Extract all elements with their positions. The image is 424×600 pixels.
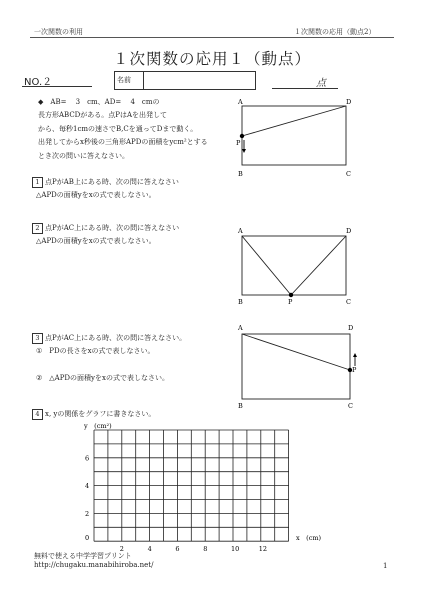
score-label: 点 [316,78,326,89]
y-tick-label: 6 [85,454,90,463]
header-right: １次関数の応用（動点2） [294,28,376,36]
grid-lines [94,430,289,541]
point-p [289,293,293,297]
label-p: P [352,366,357,374]
x-tick-label: 12 [258,545,268,554]
arrow-head-icon [242,149,246,153]
name-label: 名前 [117,76,131,84]
label-b: B [238,170,243,178]
rectangle [242,106,346,165]
q3-sub2: ② △APDの面積yをxの式で表しなさい。 [36,373,169,382]
x-tick-label: 10 [231,545,240,554]
q3-sub1: ① PDの長さをxの式で表しなさい。 [36,347,155,356]
intro-line: 長方形ABCDがある。点PはAを出発して [38,111,168,120]
x-tick-label: 6 [175,545,180,554]
figure-1 [236,96,356,178]
label-a: A [238,227,243,235]
rectangle [242,334,350,399]
score-field[interactable] [272,88,338,89]
label-c: C [346,298,351,306]
label-c: C [348,402,353,410]
intro-line: 出発してからx秒後の三角形APDの面積をycm²とする [38,138,208,147]
x-tick-label: 2 [119,545,124,554]
q2-text: 点PがAC上にある時、次の問に答えなさい [45,224,180,232]
q3-number: 3 [32,333,43,344]
label-a: A [238,98,243,106]
origin-label: 0 [85,534,90,542]
worksheet-number: NO.２ [24,77,53,88]
intro-text [38,96,238,163]
page-number: 1 [383,562,388,570]
header-left: 一次関数の利用 [34,28,83,36]
x-axis-label: x (cm) [296,534,322,542]
name-field[interactable] [114,71,256,90]
number-underline [22,86,92,87]
label-c: C [346,170,351,178]
figure-2 [236,226,356,306]
footer [34,552,153,570]
footer-site-name: 無料で使える中学学習プリント [34,552,132,560]
intro-line: から、毎秒1cmの速さでB,Cを通ってDまで動く。 [38,124,198,133]
label-d: D [348,324,354,332]
q1-number: 1 [32,177,43,188]
point-p [240,134,244,138]
segment-ap [242,236,291,295]
segment-pd [291,236,346,295]
y-tick-label: 2 [85,509,90,518]
q2-subtext: △APDの面積yをxの式で表しなさい。 [36,237,156,246]
label-d: D [346,227,352,235]
page-title: １次関数の応用１（動点） [112,50,311,68]
intro-line: とき次の問いに答えなさい。 [38,151,129,160]
label-p: P [236,139,241,147]
question-1 [32,176,179,203]
q3-text: 点PがAC上にある時、次の問に答えなさい。 [45,334,187,342]
intro-line: ◆ AB= 3 cm、AD= 4 cmの [38,98,160,106]
segment-pd [242,106,346,136]
label-p: P [288,298,293,306]
label-b: B [238,402,243,410]
question-3 [32,332,186,385]
label-a: A [238,324,243,332]
rectangle [242,236,346,295]
label-d: D [346,98,352,106]
question-2 [32,222,179,249]
graph-grid[interactable] [80,420,390,554]
q2-number: 2 [32,223,43,234]
y-tick-label: 4 [85,482,90,491]
label-b: B [238,298,243,306]
q4-text: x, yの関係をグラフに書きなさい。 [45,410,156,418]
x-tick-label: 4 [147,545,152,554]
footer-url[interactable]: http://chugaku.manabihiroba.net/ [34,561,154,569]
y-axis-label: y (cm²) [84,422,112,430]
q1-subtext: △APDの面積yをxの式で表しなさい。 [36,191,156,200]
figure-3 [236,322,360,410]
header-divider [30,37,394,38]
q4-number: 4 [32,409,43,420]
x-tick-label: 8 [203,545,208,554]
q1-text: 点PがAB上にある時、次の問に答えなさい [45,178,179,186]
segment-ap [242,334,350,370]
arrow-head-icon [353,353,357,357]
